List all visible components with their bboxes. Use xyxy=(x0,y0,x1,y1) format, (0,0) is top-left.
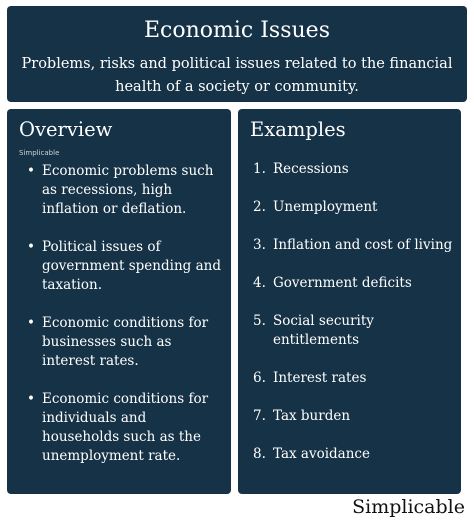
example-number: 4. xyxy=(253,275,266,291)
brand-logo-text: Simplicable xyxy=(352,496,465,518)
overview-item-text: Economic problems such as recessions, high inflation or deflation. xyxy=(42,163,214,217)
overview-list xyxy=(21,162,226,485)
example-item xyxy=(253,407,458,426)
example-number: 2. xyxy=(253,199,266,215)
examples-list xyxy=(253,160,458,483)
example-number: 7. xyxy=(253,408,266,424)
bullet-icon: • xyxy=(27,391,35,407)
example-number: 1. xyxy=(253,161,266,177)
overview-title: Overview xyxy=(19,118,113,141)
overview-item-text: Economic conditions for businesses such as interest rates. xyxy=(42,315,209,369)
example-text: Interest rates xyxy=(273,370,367,386)
example-text: Tax burden xyxy=(273,408,351,424)
example-text: Government deficits xyxy=(273,275,412,291)
bullet-icon: • xyxy=(27,239,35,255)
page-subtitle: Problems, risks and political issues related to the financial health of a society or community. xyxy=(21,56,453,95)
example-text: Social security entitlements xyxy=(273,313,374,348)
overview-item xyxy=(21,390,226,466)
bullet-icon: • xyxy=(27,315,35,331)
example-number: 6. xyxy=(253,370,266,386)
example-item xyxy=(253,236,458,255)
example-item xyxy=(253,198,458,217)
example-text: Inflation and cost of living xyxy=(273,237,453,253)
overview-item xyxy=(21,238,226,295)
examples-panel xyxy=(238,109,461,494)
example-item xyxy=(253,160,458,179)
example-item xyxy=(253,369,458,388)
overview-item-text: Economic conditions for individuals and households such as the unemployment rate. xyxy=(42,391,209,464)
examples-title: Examples xyxy=(250,118,346,141)
example-text: Recessions xyxy=(273,161,349,177)
example-number: 5. xyxy=(253,313,266,329)
overview-item xyxy=(21,162,226,219)
example-text: Unemployment xyxy=(273,199,378,215)
bullet-icon: • xyxy=(27,163,35,179)
example-number: 3. xyxy=(253,237,266,253)
header-panel xyxy=(7,6,467,102)
overview-item-text: Political issues of government spending and taxation. xyxy=(42,239,221,293)
example-item xyxy=(253,312,458,350)
overview-item xyxy=(21,314,226,371)
example-text: Tax avoidance xyxy=(273,446,370,462)
example-number: 8. xyxy=(253,446,266,462)
watermark: Simplicable xyxy=(19,149,60,157)
example-item xyxy=(253,445,458,464)
example-item xyxy=(253,274,458,293)
overview-panel xyxy=(7,109,231,494)
page-title: Economic Issues xyxy=(143,18,330,43)
